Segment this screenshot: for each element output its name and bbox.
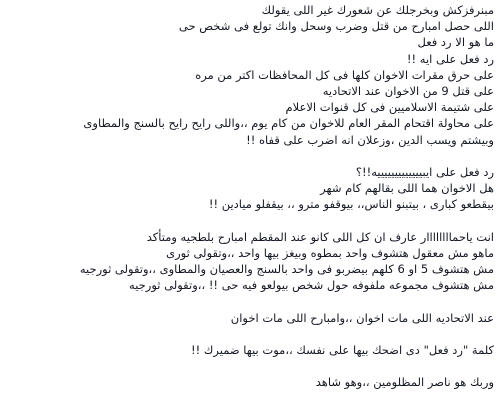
post-line: بيقطعو كبارى ، بيتبنو الناس،، بيوقفو مترو ،، بيقفلو ميادين !!: [208, 197, 494, 212]
post-line: كلمة "رد فعل" دى اضحك بيها على نفسك ،،موت بيها ضميرك !!: [191, 342, 494, 357]
blank-line: [6, 358, 494, 374]
post-line: اللى حصل امبارح من قتل وضرب وسحل وانك تولع فى شخص حى: [178, 19, 494, 34]
post-line: ماهو مش معقول هتشوف واحد بمطوه وبيغز بيها واحد ،،وتقولى ثورى: [166, 245, 494, 260]
post-line: وربك هو ناصر المظلومين ،،وهو شاهد: [315, 375, 494, 390]
blank-line: [6, 148, 494, 164]
blank-line: [6, 326, 494, 342]
post-line: وبيشتم ويسب الدين ،وزعلان انه اضرب على قفاه !!: [246, 132, 494, 147]
post-line: رد فعل على ايه !!: [406, 51, 494, 66]
post-line: ما هو الا رد فعل: [417, 35, 494, 50]
post-line: مبنرفزكش وبخرجلك عن شعورك غير اللى يقولك: [261, 3, 494, 17]
post-line: على قتل 9 من الاخوان عند الاتحاديه: [322, 83, 494, 98]
post-line: مش هتشوف مجموعه ملفوفه حول شخص بيولعو فيه حى !! ،،وتقولى ثورجيه: [129, 278, 494, 293]
post-line: على حرق مقرات الاخوان كلها فى كل المحافظات اكتر من مره: [195, 67, 494, 82]
post-line: هل الاخوان هما اللى بقالهم كام شهر: [320, 181, 494, 196]
post-line: عند الاتحاديه اللى مات اخوان ،،وامبارح اللى مات اخوان: [230, 310, 494, 325]
post-line: مش هتشوف 5 او 6 كلهم بيضربو فى واحد بالسنج والعصيان والمطاوى ،،وتقولى ثورجيه: [79, 262, 494, 276]
post-line: على شتيمة الاسلاميين فى كل قنوات الاعلام: [285, 100, 494, 115]
post-line: على محاولة اقتحام المقر العام للاخوان من كام يوم ،،واللى رايح رايح بالسنج والمطاوى: [83, 116, 494, 131]
blank-line: [6, 212, 494, 228]
blank-line: [6, 293, 494, 309]
post-line: رد فعل على ايبيييييييييييييه!!؟: [355, 164, 494, 179]
post-line: انت ياحماااااااار عارف ان كل اللى كانو عند المقطم امبارح بلطجيه ومتأكد: [146, 229, 494, 244]
